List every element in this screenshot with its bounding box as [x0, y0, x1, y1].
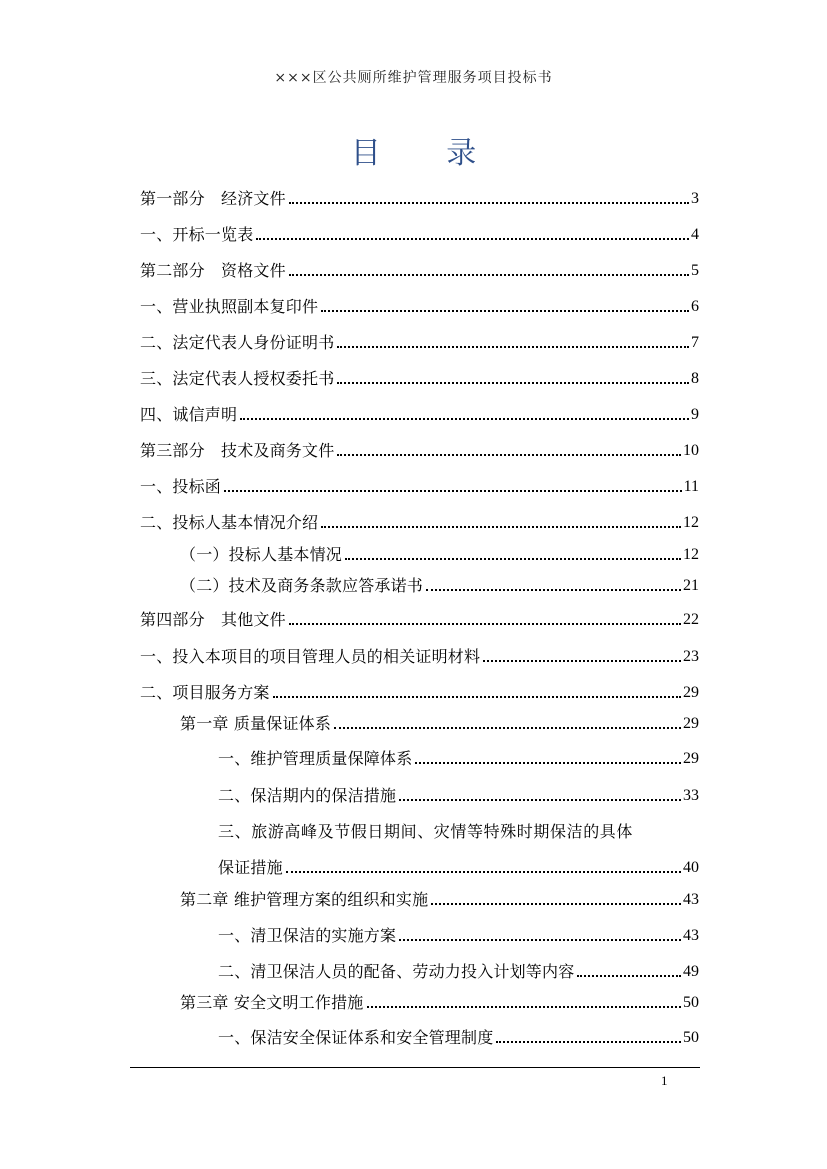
page-number: 1 — [661, 1073, 668, 1088]
toc-entry[interactable] — [218, 745, 699, 769]
toc-entry-page: 23 — [683, 648, 699, 665]
toc-entry[interactable] — [140, 437, 699, 461]
toc-entry-page: 10 — [683, 442, 699, 459]
toc-entry-text: 第四部分 其他文件 — [140, 610, 286, 629]
toc-title: 目 录 — [350, 136, 505, 171]
dot-leader — [399, 799, 681, 801]
toc-entry[interactable] — [140, 329, 699, 353]
toc-entry[interactable] — [140, 679, 699, 703]
toc-entry-text: 一、保洁安全保证体系和安全管理制度 — [218, 1028, 494, 1047]
toc-entry[interactable] — [218, 1024, 699, 1048]
toc-entry[interactable] — [140, 185, 699, 209]
toc-entry-page: 4 — [691, 226, 699, 243]
toc-entry[interactable] — [218, 922, 699, 946]
toc-entry[interactable] — [180, 710, 699, 734]
toc-entry-wrapped-first-line[interactable] — [218, 818, 699, 842]
toc-entry[interactable] — [180, 541, 699, 565]
toc-entry-page: 33 — [683, 787, 699, 804]
toc-entry[interactable] — [140, 509, 699, 533]
toc-entry-page: 7 — [691, 334, 699, 351]
toc-entry[interactable] — [140, 401, 699, 425]
toc-entry-page: 43 — [683, 891, 699, 908]
dot-leader — [496, 1041, 681, 1043]
toc-entry[interactable] — [140, 365, 699, 389]
toc-entry-text: 一、清卫保洁的实施方案 — [218, 926, 397, 945]
toc-entry-page: 50 — [683, 1029, 699, 1046]
toc-entry-text: （二）技术及商务条款应答承诺书 — [180, 576, 424, 595]
toc-entry[interactable] — [140, 221, 699, 245]
toc-entry-text: 第三部分 技术及商务文件 — [140, 441, 335, 460]
dot-leader — [289, 274, 689, 276]
toc-entry-page: 12 — [683, 514, 699, 531]
dot-leader — [321, 310, 689, 312]
toc-entry-text: 三、旅游高峰及节假日期间、灾情等特殊时期保洁的具体 — [218, 822, 634, 841]
toc-entry-text: 二、保洁期内的保洁措施 — [218, 786, 397, 805]
toc-entry-page: 29 — [683, 684, 699, 701]
dot-leader — [321, 526, 681, 528]
dot-leader — [337, 454, 681, 456]
toc-entry-text: 二、投标人基本情况介绍 — [140, 513, 319, 532]
dot-leader — [337, 346, 689, 348]
toc-entry[interactable] — [140, 257, 699, 281]
toc-entry-text: （一）投标人基本情况 — [180, 545, 343, 564]
toc-entry-text: 第一部分 经济文件 — [140, 189, 286, 208]
toc-entry[interactable] — [218, 782, 699, 806]
toc-entry-page: 22 — [683, 611, 699, 628]
dot-leader — [224, 490, 682, 492]
toc-entry[interactable] — [218, 854, 699, 878]
footer-divider — [130, 1067, 700, 1068]
toc-entry-page: 43 — [683, 927, 699, 944]
dot-leader — [399, 939, 681, 941]
toc-entry-text: 一、开标一览表 — [140, 225, 254, 244]
toc-entry-page: 3 — [691, 190, 699, 207]
toc-entry-text: 一、营业执照副本复印件 — [140, 297, 319, 316]
dot-leader — [286, 871, 681, 873]
toc-entry-text: 四、诚信声明 — [140, 405, 238, 424]
toc-entry[interactable] — [180, 989, 699, 1013]
toc-entry-text: 二、项目服务方案 — [140, 683, 270, 702]
dot-leader — [367, 1006, 682, 1008]
toc-entry[interactable] — [140, 473, 699, 497]
toc-entry-page: 8 — [691, 370, 699, 387]
toc-entry[interactable] — [180, 886, 699, 910]
toc-entry-text: 一、维护管理质量保障体系 — [218, 749, 413, 768]
toc-entry-page: 12 — [683, 546, 699, 563]
toc-entry-page: 49 — [683, 963, 699, 980]
toc-entry-page: 29 — [683, 715, 699, 732]
dot-leader — [483, 660, 681, 662]
toc-entry-text: 三、法定代表人授权委托书 — [140, 369, 335, 388]
toc-entry-page: 40 — [683, 859, 699, 876]
dot-leader — [289, 202, 689, 204]
dot-leader — [337, 382, 689, 384]
toc-entry-text-continued: 保证措施 — [218, 858, 283, 877]
toc-entry-page: 21 — [683, 577, 699, 594]
toc-entry-page: 29 — [683, 750, 699, 767]
toc-entry[interactable] — [180, 572, 699, 596]
toc-entry[interactable] — [140, 606, 699, 630]
toc-entry-text: 二、清卫保洁人员的配备、劳动力投入计划等内容 — [218, 962, 575, 981]
toc-entry-text: 第三章 安全文明工作措施 — [180, 993, 364, 1012]
dot-leader — [345, 558, 681, 560]
dot-leader — [273, 696, 681, 698]
running-header: ×××区公共厕所维护管理服务项目投标书 — [274, 70, 553, 86]
dot-leader — [289, 623, 681, 625]
toc-entry-text: 第二部分 资格文件 — [140, 261, 286, 280]
toc-entry-page: 9 — [691, 406, 699, 423]
toc-entry-text: 第二章 维护管理方案的组织和实施 — [180, 890, 429, 909]
toc-entry-text: 一、投标函 — [140, 477, 222, 496]
toc-entry-text: 第一章 质量保证体系 — [180, 714, 332, 733]
toc-entry-page: 50 — [683, 994, 699, 1011]
toc-entry-text: 二、法定代表人身份证明书 — [140, 333, 335, 352]
toc-entry-page: 5 — [691, 262, 699, 279]
dot-leader — [577, 975, 681, 977]
toc-entry-page: 11 — [683, 478, 699, 495]
dot-leader — [240, 418, 689, 420]
toc-entry[interactable] — [140, 643, 699, 667]
dot-leader — [334, 727, 681, 729]
toc-entry-page: 6 — [691, 298, 699, 315]
toc-entry[interactable] — [218, 958, 699, 982]
toc-entry[interactable] — [140, 293, 699, 317]
dot-leader — [426, 589, 681, 591]
dot-leader — [256, 238, 689, 240]
dot-leader — [431, 903, 681, 905]
toc-entry-text: 一、投入本项目的项目管理人员的相关证明材料 — [140, 647, 481, 666]
dot-leader — [415, 762, 681, 764]
